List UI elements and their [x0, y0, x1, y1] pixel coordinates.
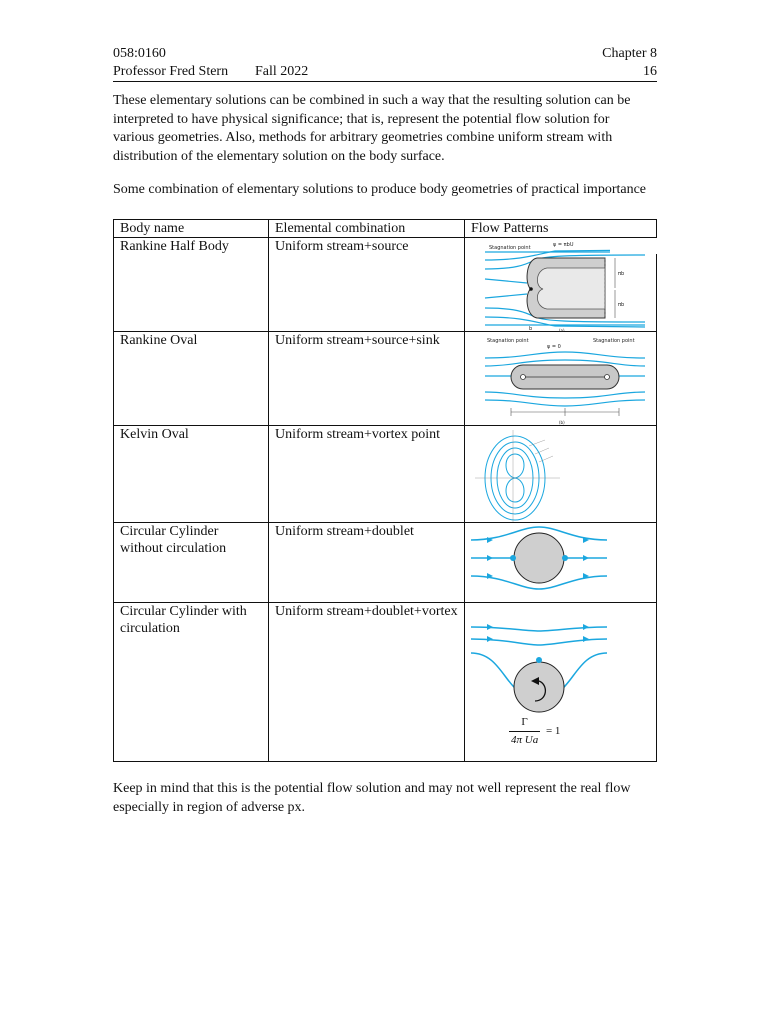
table-row	[114, 603, 657, 762]
table-header-row	[114, 220, 657, 238]
closing-paragraph: Keep in mind that this is the potential flow solution and may not well represent the real flow especially in region of adverse px.	[113, 781, 631, 815]
cylinder-without-circulation-diagram	[465, 523, 657, 603]
cell-combination: Uniform stream+source+sink	[269, 332, 465, 426]
cylinder-with-circulation-figure	[465, 603, 657, 762]
b-label: b	[529, 326, 533, 332]
cell-combination: Uniform stream+doublet+vortex	[269, 603, 465, 762]
cell-body-name: Circular Cylinder with circulation	[114, 603, 269, 762]
cylinder-with-circulation-diagram	[465, 603, 657, 762]
circulation-formula	[509, 714, 560, 749]
chapter-label: Chapter 8	[602, 46, 657, 61]
cell-body-name: Rankine Half Body	[114, 238, 269, 332]
stagnation-point-label: Stagnation point	[489, 245, 531, 251]
pi-b-label-bottom: πb	[618, 302, 625, 308]
rankine-half-body-figure	[465, 238, 657, 332]
page-number: 16	[643, 64, 657, 79]
psi-zero-label: ψ = 0	[547, 344, 561, 350]
elementary-solutions-table	[113, 219, 657, 762]
table-row	[114, 426, 657, 523]
cell-body-name: Rankine Oval	[114, 332, 269, 426]
kelvin-oval-diagram	[465, 426, 657, 523]
rankine-oval-figure	[465, 332, 657, 426]
professor-name: Professor Fred Stern	[113, 64, 229, 79]
header-body-name: Body name	[114, 220, 269, 238]
fig-a-caption: (a)	[559, 328, 565, 332]
cell-combination: Uniform stream+vortex point	[269, 426, 465, 523]
header-combination: Elemental combination	[269, 220, 465, 238]
header-rule	[113, 81, 657, 82]
cell-combination: Uniform stream+doublet	[269, 523, 465, 603]
table-row	[114, 238, 657, 332]
kelvin-oval-figure	[465, 426, 657, 523]
course-number: 058:0160	[113, 46, 166, 61]
pi-b-label-top: πb	[618, 271, 625, 277]
header-flow-patterns: Flow Patterns	[465, 220, 657, 238]
formula-denominator: 4π Ua	[511, 734, 539, 746]
table-caption: Some combination of elementary solutions to produce body geometries of practical importance	[113, 182, 647, 197]
cylinder-no-circulation-figure	[465, 523, 657, 603]
term-label: Fall 2022	[255, 64, 309, 79]
formula-rhs: = 1	[545, 725, 561, 737]
rankine-oval-diagram	[465, 332, 657, 426]
table-row	[114, 332, 657, 426]
cell-combination: Uniform stream+source	[269, 238, 465, 332]
cell-body-name: Kelvin Oval	[114, 426, 269, 523]
formula-numerator: Γ	[509, 714, 540, 732]
header-overhang-mask	[610, 238, 657, 254]
psi-label: ψ = πbU	[553, 242, 574, 248]
intro-paragraph: These elementary solutions can be combined in such a way that the resulting solution can be interpreted to have physical significance; that is, represent the potential flow solution for various geometries. Also, methods for arbitrary geometries combine uniform stream with distribution of the elementary solution on the body surface.	[113, 93, 631, 164]
fig-b-caption: (b)	[559, 420, 565, 425]
cell-body-name: Circular Cylinder without circulation	[114, 523, 269, 603]
stagnation-left-label: Stagnation point	[487, 338, 529, 344]
table-row	[114, 523, 657, 603]
stagnation-right-label: Stagnation point	[593, 338, 635, 344]
